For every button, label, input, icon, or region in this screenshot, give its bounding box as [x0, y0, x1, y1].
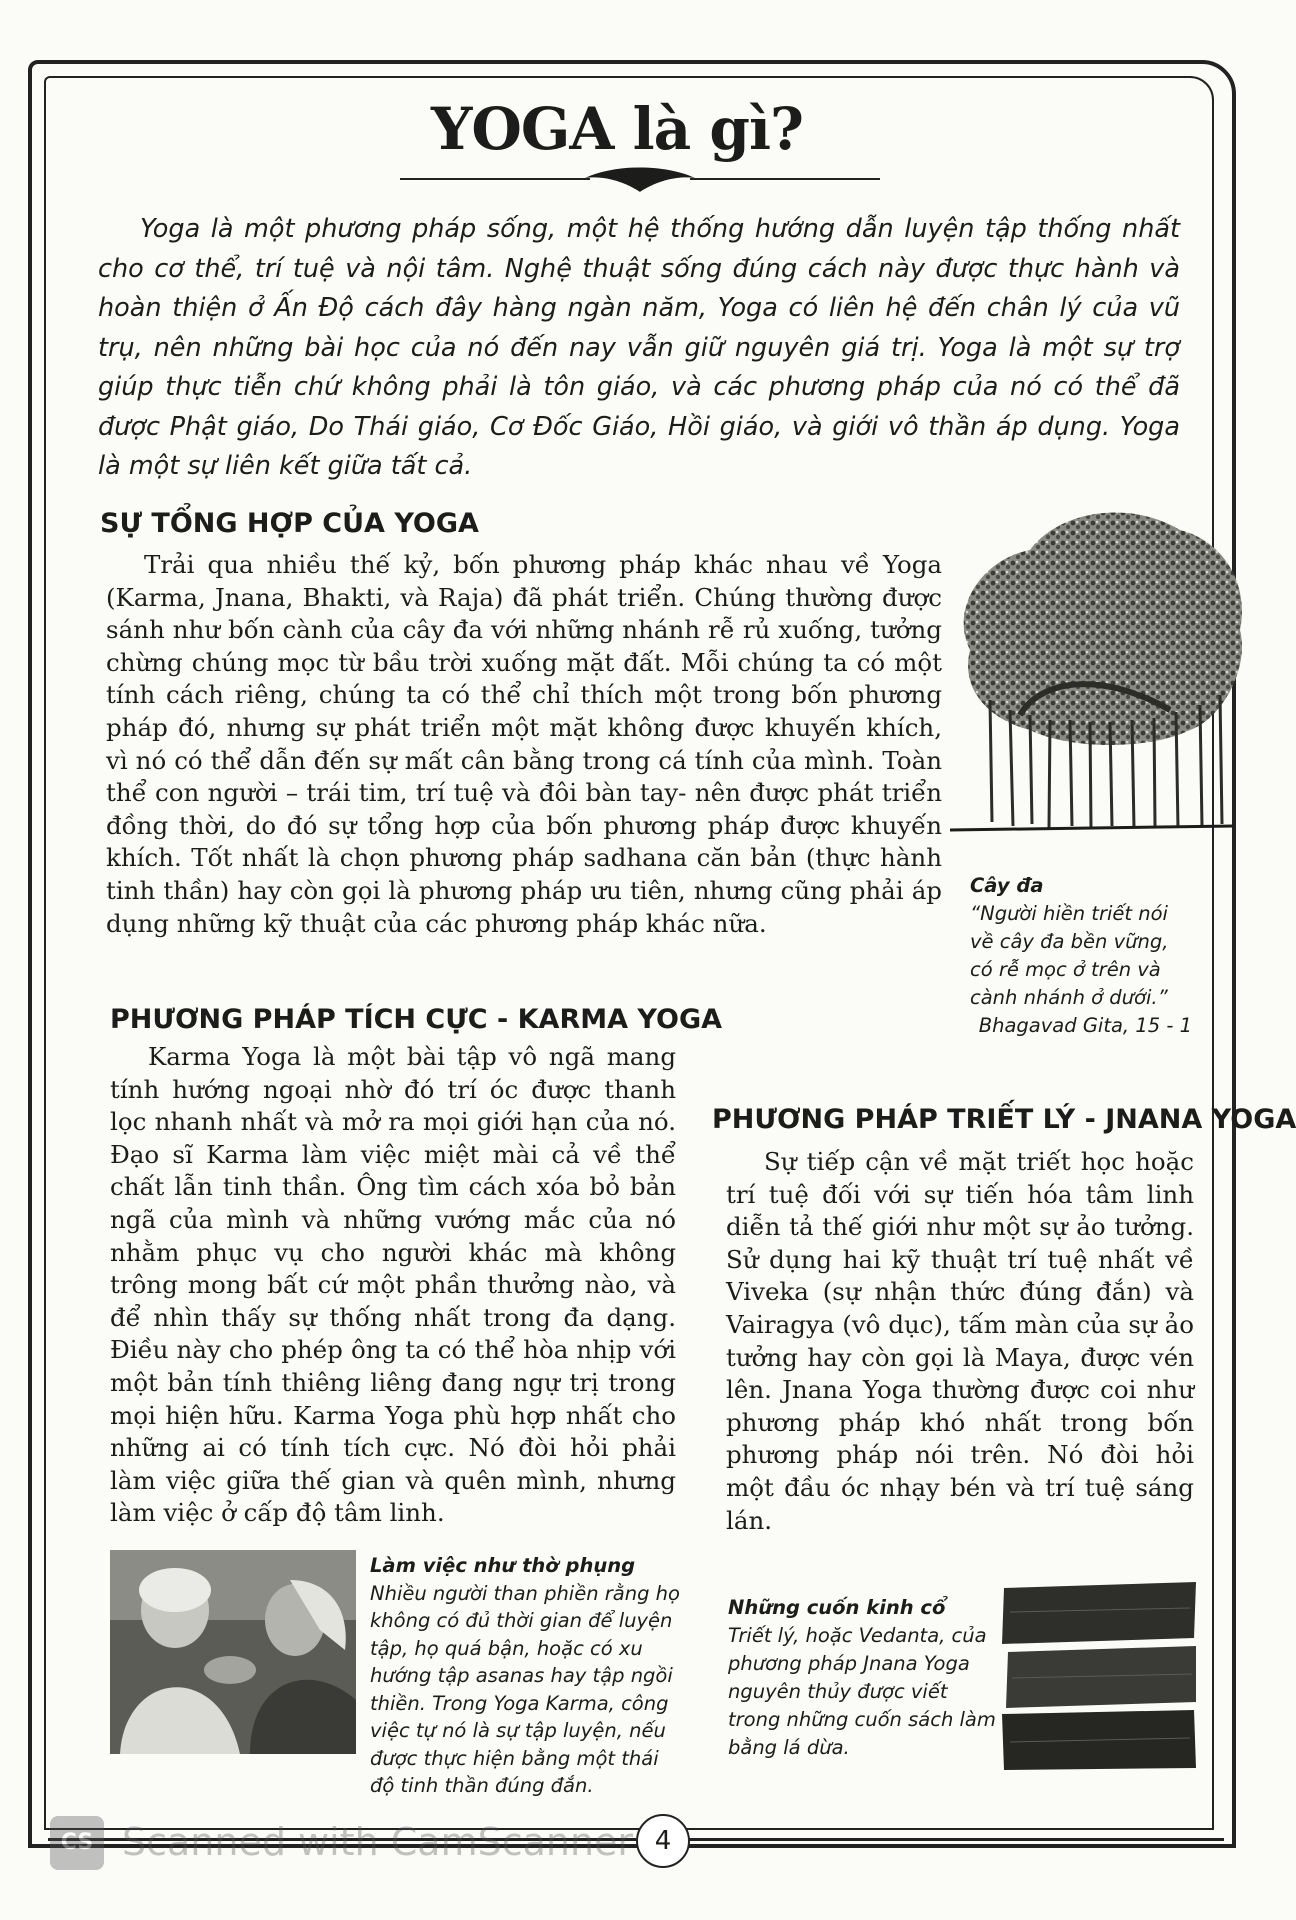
- heading-karma-yoga: PHƯƠNG PHÁP TÍCH CỰC - KARMA YOGA: [110, 1004, 722, 1035]
- books-caption-title: Những cuốn kinh cổ: [728, 1596, 946, 1619]
- karma-text: Karma Yoga là một bài tập vô ngã mang tính hướng ngoại nhờ đó trí óc được thanh lọc nhanh nhất và mở ra mọi giới hạn của nó. Đạo sĩ Karma làm việc miệt mài cả về thể chất lẫn tinh thần. Ông tìm cách xóa bỏ bản ngã của mình và những vướng mắc của nó nhằm phục vụ cho người khác mà không trông mong bất cứ một phần thưởng nào, và để nhìn thấy sự thống nhất trong đa dạng. Điều này cho phép ông ta có thể hòa nhịp với một bản tính thiêng liêng đang ngự trị trong mọi hiện hữu. Karma Yoga phù hợp nhất cho những ai có tính tích cực. Nó đòi hỏi phải làm việc giữa thế gian và quên mình, nhưng làm việc ở cấp độ tâm linh.: [110, 1042, 676, 1528]
- synthesis-text: Trải qua nhiều thế kỷ, bốn phương pháp khác nhau về Yoga (Karma, Jnana, Bhakti, và Raja) đã phát triển. Chúng thường được sánh như bốn cành của cây đa với những nhánh rễ rủ xuống, tưởng chừng chúng mọc từ bầu trời xuống mặt đất. Mỗi chúng ta có một tính cách riêng, chúng ta có thể chỉ thích một trong bốn phương pháp đó, nhưng sự phát triển một mặt không được khuyến khích, vì nó có thể dẫn đến sự mất cân bằng trong cá tính của mình. Toàn thể con người – trái tim, trí tuệ và đôi bàn tay- nên được phát triển đồng thời, do đó sự tổng hợp của bốn phương pháp được khuyến khích. Tốt nhất là chọn phương pháp sadhana căn bản (thực hành tinh thần) hay còn gọi là phương pháp ưu tiên, nhưng cũng phải áp dụng những kỹ thuật của các phương pháp khác nữa.: [106, 550, 942, 938]
- intro-paragraph: [98, 210, 1180, 487]
- banyan-tree-image: [950, 500, 1234, 840]
- watermark-text: Scanned with CamScanner: [122, 1820, 634, 1864]
- banyan-caption-title: Cây đa: [970, 874, 1044, 897]
- books-caption-text: Triết lý, hoặc Vedanta, của phương pháp Jnana Yoga nguyên thủy được viết trong những cuốn sách làm bằng lá dừa.: [728, 1624, 996, 1759]
- jnana-body: [726, 1146, 1194, 1537]
- banyan-caption-source: Bhagavad Gita, 15 - 1: [978, 1014, 1192, 1037]
- bottom-rule-right: [688, 1838, 1224, 1841]
- synthesis-body: [106, 549, 942, 940]
- banyan-caption: [970, 872, 1192, 1040]
- page-title: YOGA là gì?: [430, 95, 804, 163]
- camscanner-watermark: [50, 1816, 690, 1872]
- books-caption: [728, 1594, 1000, 1762]
- title-rule-left: [400, 178, 590, 180]
- working-people-photo: [110, 1550, 356, 1754]
- title-rule-right: [690, 178, 880, 180]
- heading-synthesis: SỰ TỔNG HỢP CỦA YOGA: [100, 508, 479, 539]
- worship-caption-text: Nhiều người than phiền rằng họ không có đủ thời gian để luyện tập, họ quá bận, hoặc có xu hướng tập asanas hay tập ngồi thiền. Trong Yoga Karma, công việc tự nó là sự tập luyện, nếu được thực hiện bằng một thái độ tinh thần đúng đắn.: [370, 1581, 680, 1797]
- camscanner-logo-icon: CS: [50, 1816, 104, 1870]
- karma-body: [110, 1041, 676, 1530]
- heading-jnana-yoga: PHƯƠNG PHÁP TRIẾT LÝ - JNANA YOGA: [712, 1104, 1296, 1135]
- palm-leaf-books-image: [1000, 1582, 1200, 1772]
- page-number: 4: [636, 1814, 690, 1868]
- intro-text: Yoga là một phương pháp sống, một hệ thống hướng dẫn luyện tập thống nhất cho cơ thể, trí tuệ và nội tâm. Nghệ thuật sống đúng cách này được thực hành và hoàn thiện ở Ấn Độ cách đây hàng ngàn năm, Yoga có liên hệ đến chân lý của vũ trụ, nên những bài học của nó đến nay vẫn giữ nguyên giá trị. Yoga là một sự trợ giúp thực tiễn chứ không phải là tôn giáo, và các phương pháp của nó có thể đã được Phật giáo, Do Thái giáo, Cơ Đốc Giáo, Hồi giáo, và giới vô thần áp dụng. Yoga là một sự liên kết giữa tất cả.: [98, 214, 1180, 481]
- title-ornament: [580, 164, 700, 194]
- banyan-caption-text: “Người hiền triết nói về cây đa bền vững, có rễ mọc ở trên và cành nhánh ở dưới.”: [970, 902, 1169, 1009]
- jnana-text: Sự tiếp cận về mặt triết học hoặc trí tuệ đối với sự tiến hóa tâm linh diễn tả thế giới như một sự ảo tưởng. Sử dụng hai kỹ thuật trí tuệ nhất về Viveka (sự nhận thức đúng đắn) và Vairagya (vô dục), tấm màn của sự ảo tưởng hay còn gọi là Maya, được vén lên. Jnana Yoga thường được coi như phương pháp khó nhất trong bốn phương pháp nói trên. Nó đòi hỏi một đầu óc nhạy bén và trí tuệ sáng lán.: [726, 1147, 1194, 1535]
- worship-caption-title: Làm việc như thờ phụng: [370, 1554, 636, 1577]
- worship-caption: [370, 1552, 688, 1800]
